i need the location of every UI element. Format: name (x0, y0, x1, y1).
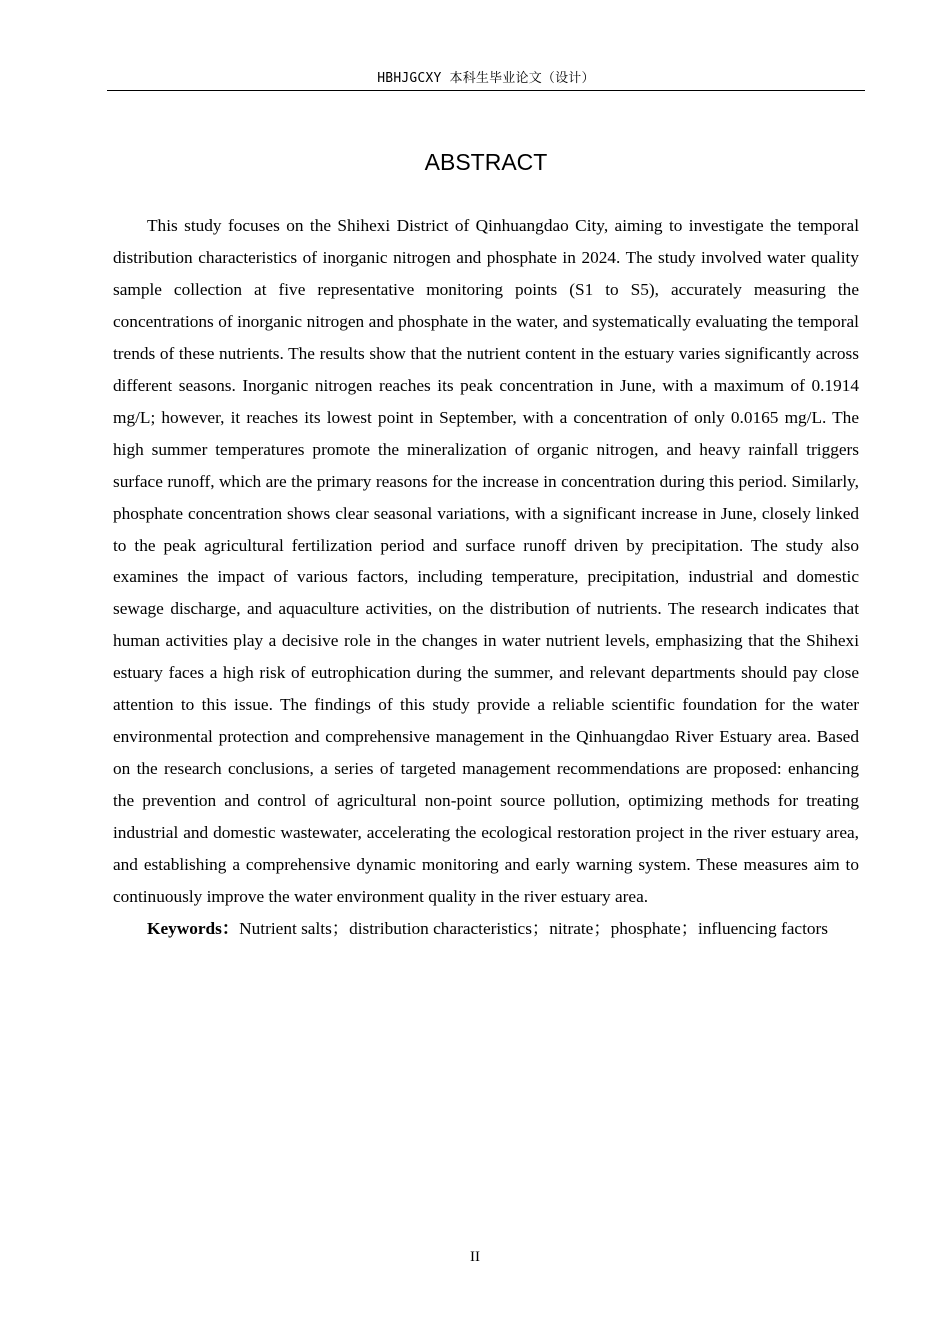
abstract-paragraph: This study focuses on the Shihexi District of Qinhuangdao City, aiming to investigate the temporal distribution characteristics of inorganic nitrogen and phosphate in 2024. The study involved water quality sample collection at five representative monitoring points (S1 to S5), accurately measuring the concentrations of inorganic nitrogen and phosphate in the water, and systematically evaluating the temporal trends of these nutrients. The results show that the nutrient content in the estuary varies significantly across different seasons. Inorganic nitrogen reaches its peak concentration in June, with a maximum of 0.1914 mg/L; however, it reaches its lowest point in September, with a concentration of only 0.0165 mg/L. The high summer temperatures promote the mineralization of organic nitrogen, and heavy rainfall triggers surface runoff, which are the primary reasons for the increase in concentration during this period. Similarly, phosphate concentration shows clear seasonal variations, with a significant increase in June, closely linked to the peak agricultural fertilization period and surface runoff driven by precipitation. The study also examines the impact of various factors, including temperature, precipitation, industrial and domestic sewage discharge, and aquaculture activities, on the distribution of nutrients. The research indicates that human activities play a decisive role in the changes in water nutrient levels, emphasizing that the Shihexi estuary faces a high risk of eutrophication during the summer, and relevant departments should pay close attention to this issue. The findings of this study provide a reliable scientific foundation for the water environmental protection and comprehensive management in the Qinhuangdao River Estuary area. Based on the research conclusions, a series of targeted management recommendations are proposed: enhancing the prevention and control of agricultural non-point source pollution, optimizing methods for treating industrial and domestic wastewater, accelerating the ecological restoration project in the river estuary area, and establishing a comprehensive dynamic monitoring and early warning system. These measures aim to continuously improve the water environment quality in the river estuary area. (113, 216, 859, 907)
abstract-title: ABSTRACT (424, 149, 548, 175)
page-number: II (470, 1249, 480, 1265)
abstract-body (113, 210, 859, 945)
keywords-label: Keywords： (147, 918, 240, 938)
keywords-list: Nutrient salts；distribution characteristics；nitrate；phosphate；influencing factors (239, 918, 829, 938)
header-rule (107, 90, 865, 91)
running-header: HBHJGCXY 本科生毕业论文（设计） (377, 71, 595, 86)
keywords-paragraph (113, 913, 859, 945)
